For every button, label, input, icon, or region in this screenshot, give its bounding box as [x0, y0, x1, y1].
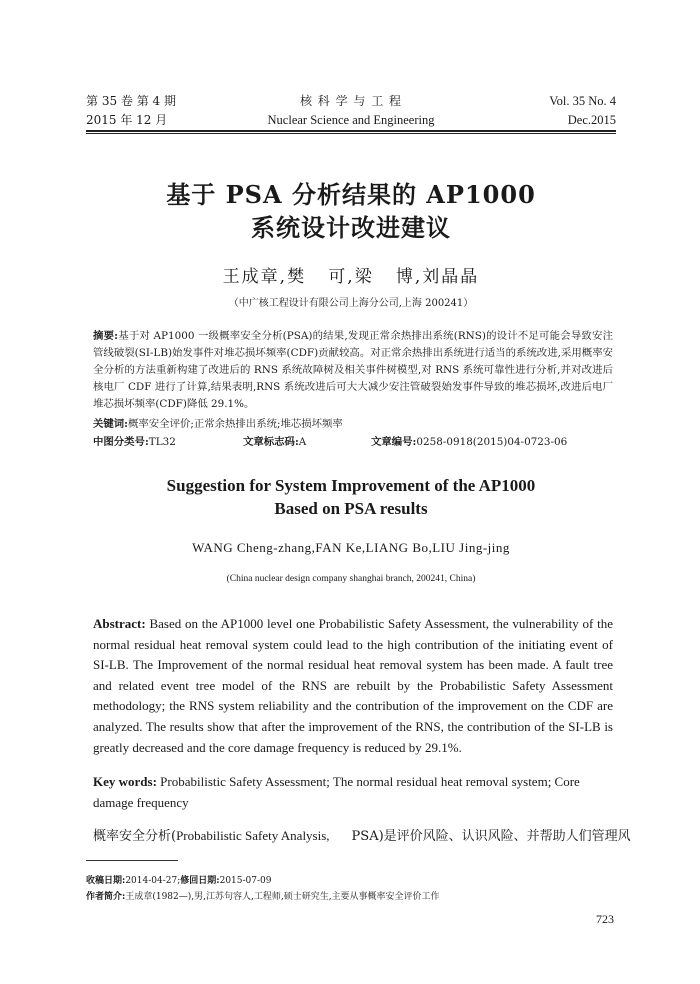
abstract-en-text: Based on the AP1000 level one Probabilistic Safety Assessment, the vulnerability of the normal residual heat removal system could lead to the high contribution of the initiating event of SI-LB. The Improvement of the normal residual heat removal system has been made. A fault tree and related event tree model of the RNS are rebuilt by the Probabilistic Safety Assessment methodology; the RNS system reliability and the contribution of the improvement on the CDF are analyzed. The results show that after the improvement of the RNS, the contribution of the SI-LB is greatly decreased and the core damage frequency is reduced by 29.1%. — [93, 616, 613, 755]
article-number — [371, 434, 567, 451]
clc-number — [93, 434, 176, 451]
abstract-en — [93, 614, 613, 758]
header-vol-no-en: Vol. 35 No. 4 — [549, 94, 616, 108]
title-cn-line1: 基于 PSA 分析结果的 AP1000 — [166, 180, 536, 209]
journal-name-cn: 核 科 学 与 工 程 — [299, 94, 403, 108]
keywords-cn-label: 关键词: — [93, 418, 129, 430]
keywords-cn — [93, 416, 613, 433]
received-label: 收稿日期: — [86, 876, 126, 886]
body-first-line — [93, 826, 631, 847]
abstract-cn — [93, 328, 613, 413]
title-en-line2: Based on PSA results — [274, 499, 428, 518]
running-header — [86, 92, 616, 132]
footnote-author-bio — [86, 890, 616, 904]
abstract-en-label: Abstract: — [93, 616, 146, 631]
revised-label: 修回日期: — [180, 876, 220, 886]
affiliation-en: (China nuclear design company shanghai branch, 200241, China) — [226, 574, 476, 584]
received-date: 2014-04-27; — [125, 876, 181, 886]
abstract-cn-text: 基于对 AP1000 一级概率安全分析(PSA)的结果,发现正常余热排出系统(RNS)的设计不足可能会导致安注管线破裂(SI-LB)始发事件对堆芯损坏频率(CDF)贡献较高。对正常余热排出系统进行适当的系统改进,采用概率安全分析的方法重新构建了改进后的 RNS 系统故障树及相关事件树模型,对 RNS 系统可靠性进行分析,并对改进后核电厂 CDF 进行了计算,结果表明,RNS 系统改进后可大大减少安注管破裂始发事件导致的堆芯损坏,改进后电厂堆芯损坏频率(CDF)降低 29.1%。 — [93, 330, 613, 410]
bio-label: 作者简介: — [86, 892, 126, 902]
page-number: 723 — [596, 912, 614, 926]
article-title-cn — [86, 178, 616, 244]
title-en-line1: Suggestion for System Improvement of the AP1000 — [166, 476, 536, 495]
body-part2: Probabilistic Safety Analysis, — [176, 828, 330, 843]
doc-code-value: A — [298, 436, 307, 448]
clc-value: TL32 — [148, 436, 176, 448]
keywords-en — [93, 772, 613, 813]
keywords-en-text: Probabilistic Safety Assessment; The normal residual heat removal system; Core damage frequency — [93, 774, 580, 810]
header-date-en: Dec.2015 — [567, 113, 616, 127]
article-no-label: 文章编号: — [371, 436, 417, 448]
classification-row — [93, 434, 613, 451]
authors-en: WANG Cheng-zhang,FAN Ke,LIANG Bo,LIU Jing-jing — [192, 540, 510, 555]
keywords-cn-text: 概率安全评价;正常余热排出系统;堆芯损坏频率 — [128, 418, 343, 430]
header-rule-thick — [86, 130, 616, 132]
footnote-rule — [86, 860, 178, 861]
doc-code-label: 文章标志码: — [243, 436, 299, 448]
title-cn-line2: 系统设计改进建议 — [251, 213, 451, 242]
abstract-cn-label: 摘要: — [93, 330, 119, 342]
article-title-en — [86, 474, 616, 520]
header-date-cn: 2015 年 12 月 — [86, 113, 168, 127]
authors-cn: 王成章,樊 可,梁 博,刘晶晶 — [222, 267, 480, 287]
keywords-en-label: Key words: — [93, 774, 157, 789]
header-rule-thin — [86, 133, 616, 134]
footnote-dates — [86, 874, 616, 888]
article-no-value: 0258-0918(2015)04-0723-06 — [416, 436, 568, 448]
bio-text: 王成章(1982—),男,江苏句容人,工程师,硕士研究生,主要从事概率安全评价工作 — [125, 892, 440, 902]
header-volume-issue: 第 35 卷 第 4 期 — [86, 94, 176, 108]
clc-label: 中图分类号: — [93, 436, 149, 448]
journal-name-en: Nuclear Science and Engineering — [267, 113, 435, 127]
affiliation-cn: （中广核工程设计有限公司上海分公司,上海 200241） — [228, 298, 474, 309]
revised-date: 2015-07-09 — [219, 876, 272, 886]
header-volume-info-en — [549, 92, 616, 130]
body-part3: PSA)是评价风险、认识风险、并帮助人们管理风 — [351, 829, 631, 844]
header-journal-name — [86, 92, 616, 130]
document-code — [243, 434, 306, 451]
body-part1: 概率安全分析( — [93, 829, 177, 844]
